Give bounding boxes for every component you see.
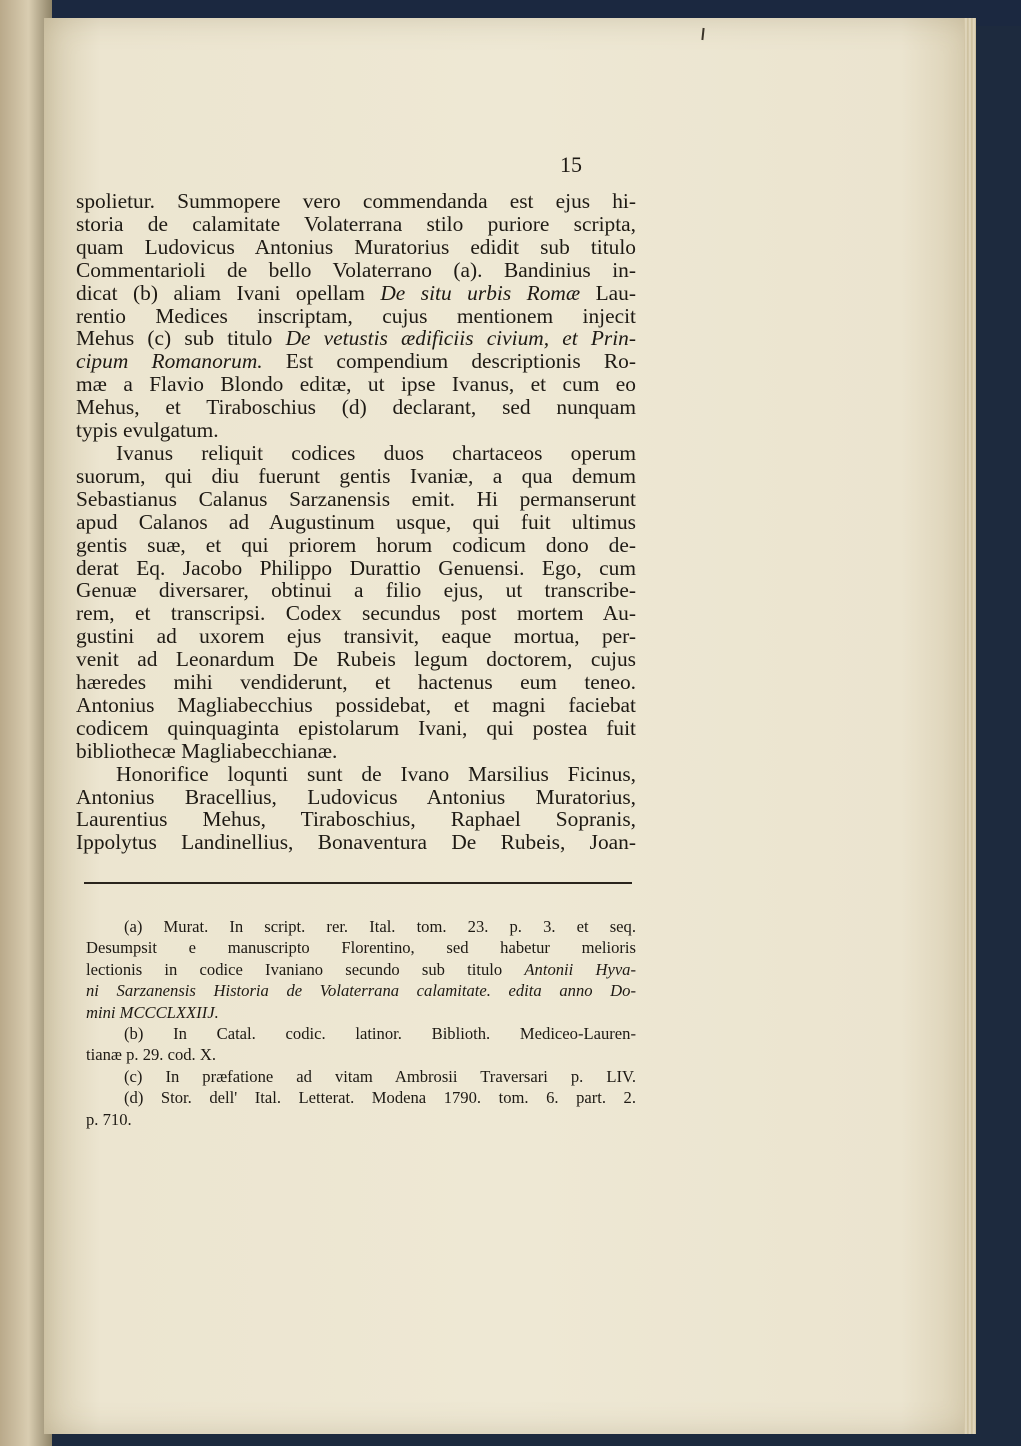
italic-title: ni Sarzanensis Historia de Volaterrana calamitate. edita anno Do- — [86, 981, 636, 1001]
text-line: rentio Medices inscriptam, cujus mentionem injecit — [76, 303, 636, 328]
text-line: mæ a Flavio Blondo editæ, ut ipse Ivanus, et cum eo — [76, 372, 636, 397]
text-segment: lectionis in codice Ivaniano secundo sub titulo — [86, 959, 503, 979]
italic-title: De situ urbis Romæ — [380, 280, 581, 305]
text-line — [76, 327, 636, 350]
text-line: bibliothecæ Magliabecchianæ. — [76, 738, 338, 763]
footnote-line — [86, 959, 636, 980]
text-line: quam Ludovicus Antonius Muratorius edidit sub titulo — [76, 234, 636, 259]
page-number: 15 — [560, 152, 582, 177]
italic-title: mini MCCCLXXIIJ. — [86, 1002, 219, 1022]
text-line: Honorifice loqunti sunt de Ivano Marsilius Ficinus, — [116, 761, 636, 786]
text-line: hæredes mihi vendiderunt, et hactenus eum teneo. — [76, 670, 636, 695]
text-segment: Est compendium descriptionis Ro- — [262, 349, 636, 374]
text-line: gentis suæ, et qui priorem horum codicum dono de- — [76, 532, 636, 557]
footnote-line — [86, 1002, 636, 1023]
footnote-line: (c) In præfatione ad vitam Ambrosii Traversari p. LIV. — [124, 1066, 636, 1086]
text-line: derat Eq. Jacobo Philippo Durattio Genuensi. Ego, cum — [76, 555, 636, 580]
italic-title: De vetustis ædificiis civium, et Prin- — [285, 326, 636, 351]
page-edge — [964, 18, 976, 1434]
text-line: spolietur. Summopere vero commendanda est ejus hi- — [76, 189, 636, 213]
text-line: Ippolytus Landinellius, Bonaventura De Rubeis, Joan- — [76, 830, 636, 855]
footnote-line: (b) In Catal. codic. latinor. Biblioth. Mediceo-Lauren- — [124, 1024, 636, 1044]
text-line: codicem quinquaginta epistolarum Ivani, qui postea fuit — [76, 715, 636, 740]
text-line: Antonius Magliabecchius possidebat, et magni faciebat — [76, 692, 636, 717]
text-segment: Mehus (c) sub titulo — [76, 326, 273, 351]
footnote-line: (a) Murat. In script. rer. Ital. tom. 23. p. 3. et seq. — [124, 917, 636, 936]
italic-title: cipum Romanorum. — [76, 349, 263, 374]
footnote-line: tianæ p. 29. cod. X. — [86, 1045, 216, 1065]
text-line — [76, 350, 636, 373]
footnote-line: (d) Stor. dell' Ital. Letterat. Modena 1790. tom. 6. part. 2. — [124, 1088, 636, 1108]
footnote-rule — [84, 882, 632, 884]
footnote-line — [86, 980, 636, 1001]
text-line: venit ad Leonardum De Rubeis legum doctorem, cujus — [76, 647, 636, 672]
text-line: suorum, qui diu fuerunt gentis Ivaniæ, a qua demum — [76, 463, 636, 488]
text-line: Antonius Bracellius, Ludovicus Antonius Muratorius, — [76, 784, 636, 809]
text-line: apud Calanos ad Augustinum usque, qui fuit ultimus — [76, 509, 636, 534]
footnote-line: p. 710. — [86, 1109, 132, 1129]
text-line: Mehus, et Tiraboschius (d) declarant, sed nunquam — [76, 395, 636, 420]
text-line — [76, 282, 636, 305]
italic-title: Antonii Hyva- — [524, 959, 637, 979]
text-line: rem, et transcripsi. Codex secundus post mortem Au- — [76, 601, 636, 626]
footnotes — [86, 916, 636, 1130]
text-line: typis evulgatum. — [76, 418, 219, 443]
text-line: Commentarioli de bello Volaterrano (a). Bandinius in- — [76, 257, 636, 282]
text-line: gustini ad uxorem ejus transivit, eaque mortua, per- — [76, 624, 636, 649]
text-segment: dicat (b) aliam Ivani opellam — [76, 280, 365, 305]
text-line: Ivanus reliquit codices duos chartaceos operum — [116, 440, 636, 465]
text-line: Genuæ diversarer, obtinui a filio ejus, ut transcribe- — [76, 578, 636, 603]
main-text — [76, 190, 636, 854]
footnote-line: Desumpsit e manuscripto Florentino, sed habetur melioris — [86, 938, 636, 958]
text-line: Laurentius Mehus, Tiraboschius, Raphael Sopranis, — [76, 807, 636, 832]
text-line: storia de calamitate Volaterrana stilo puriore scripta, — [76, 211, 636, 236]
text-segment: Lau- — [580, 280, 636, 305]
text-line: Sebastianus Calanus Sarzanensis emit. Hi permanserunt — [76, 486, 636, 511]
